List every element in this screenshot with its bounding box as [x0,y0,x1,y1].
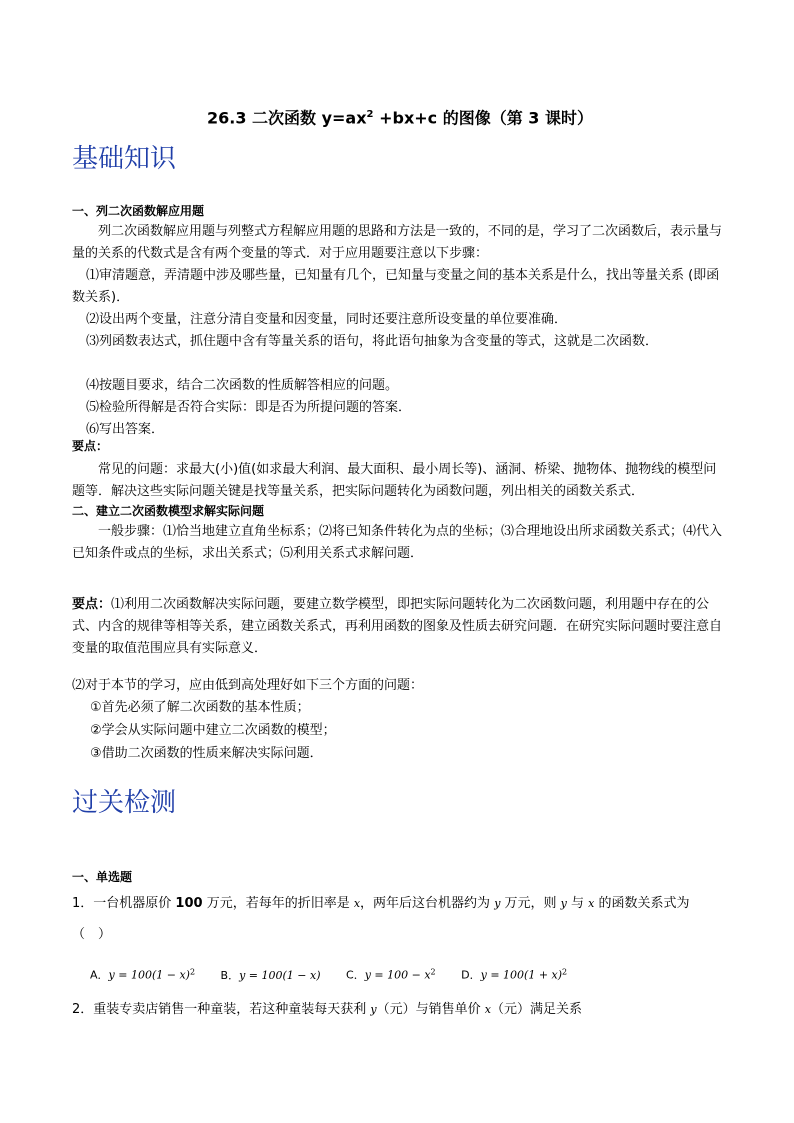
keypoint2-paragraph: 要点：⑴利用二次函数解决实际问题，要建立数学模型，即把实际问题转化为二次函数问题，利用题中存在的公式、内含的规律等相等关系，建立函数关系式，再利用函数的图象及性质去研究问题．在研究实际问题时要注意自变量的取值范围应具有实际意义． [72,597,723,656]
study-intro: ⑵对于本节的学习，应由低到高处理好如下三个方面的问题： [72,678,424,693]
question-2-stem: 2．重装专卖店销售一种童装，若这种童装每天获利 y（元）与销售单价 x（元）满足关系 [72,1002,583,1017]
study-item-1: ①首先必须了解二次函数的基本性质； [90,700,310,715]
keypoint2-label: 要点： [72,597,112,612]
option-c[interactable]: C．$y = 100 - x^2$ [346,967,436,982]
study-item-2: ②学会从实际问题中建立二次函数的模型； [90,723,336,738]
step-2: ⑵设出两个变量，注意分清自变量和因变量，同时还要注意所设变量的单位要准确． [86,312,568,327]
question-1-stem: 1．一台机器原价 100 万元，若每年的折旧率是 x，两年后这台机器约为 y 万元，则 y 与 x 的函数关系式为 [72,896,690,911]
question-1-options [90,962,589,986]
part-title-modeling: 二、建立二次函数模型求解实际问题 [72,504,265,518]
section-heading-checks: 过关检测 [72,788,177,818]
option-a[interactable]: A．$y = 100(1 - x)^2$ [90,967,196,982]
part-title-single-choice: 一、单选题 [72,870,133,884]
page-title: 26.3 二次函数 $y=ax^2 +bx+c$ 的图像（第 3 课时） [206,108,594,128]
step-5: ⑸检验所得解是否符合实际：即是否为所提问题的答案． [86,400,412,415]
step-4: ⑷按题目要求，结合二次函数的性质解答相应的问题。 [86,378,399,393]
study-item-3: ③借助二次函数的性质来解决实际问题． [90,746,323,761]
general-steps-paragraph: 一般步骤：⑴恰当地建立直角坐标系；⑵将已知条件转化为点的坐标；⑶合理地设出所求函数关系式；⑷代入已知条件或点的坐标，求出关系式；⑸利用关系式求解问题． [72,524,723,561]
part-title-applications: 一、列二次函数解应用题 [72,204,205,218]
intro-paragraph: 列二次函数解应用题与列整式方程解应用题的思路和方法是一致的，不同的是，学习了二次函数后，表示量与量的关系的代数式是含有两个变量的等式．对于应用题要注意以下步骤： [72,224,723,261]
step-6: ⑹写出答案． [86,422,165,437]
step-3: ⑶列函数表达式，抓住题中含有等量关系的语句，将此语句抽象为含变量的等式，这就是二次函数． [86,334,659,349]
question-1-answer-paren: （ ） [72,927,112,942]
option-b[interactable]: B．y = 100(1 − x) [220,968,321,982]
keypoint-label: 要点： [72,439,109,453]
section-heading-basics: 基础知识 [72,144,177,174]
option-d[interactable]: D．$y = 100(1 + x)^2$ [461,967,568,982]
step-1: ⑴审清题意，弄清题中涉及哪些量，已知量有几个，已知量与变量之间的基本关系是什么，找出等量关系 (即函数关系)． [72,268,720,305]
keypoint-paragraph: 常见的问题：求最大(小)值(如求最大利润、最大面积、最小周长等)、涵洞、桥梁、抛物体、抛物线的模型问题等．解决这些实际问题关键是找等量关系，把实际问题转化为函数问题，列出相关的函数关系式． [72,462,717,499]
